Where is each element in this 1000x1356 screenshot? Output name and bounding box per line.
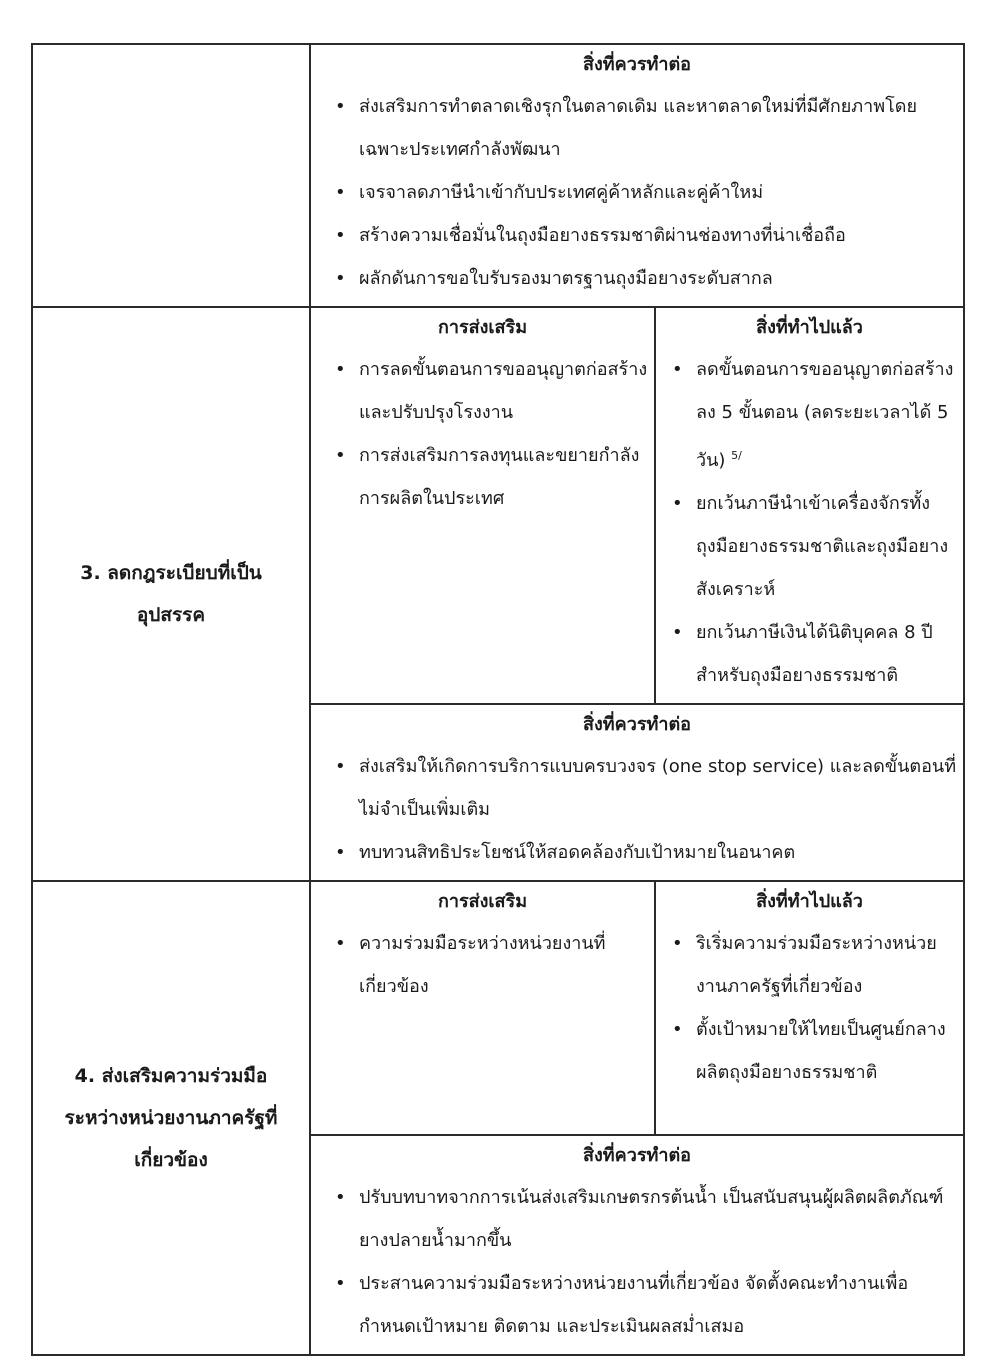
promotion-list	[311, 348, 654, 526]
list-item: • สร้างความเชื่อมั่นในถุงมือยางธรรมชาติผ่านช่องทางที่น่าเชื่อถือ	[335, 214, 957, 257]
next-steps-heading: สิ่งที่ควรทำต่อ	[583, 54, 691, 75]
promotion-cell	[311, 882, 655, 1135]
done-heading: สิ่งที่ทำไปแล้ว	[756, 317, 863, 338]
list-item: • การลดขั้นตอนการขออนุญาตก่อสร้างและปรับปรุงโรงงาน	[335, 348, 648, 434]
list-item: • ทบทวนสิทธิประโยชน์ให้สอดคล้องกับเป้าหมายในอนาคต	[335, 831, 957, 874]
inner-row	[311, 1135, 963, 1354]
inner-row	[311, 308, 963, 704]
list-item: • ยกเว้นภาษีเงินได้นิติบุคคล 8 ปี สำหรับถุงมือยางธรรมชาติ	[672, 611, 957, 697]
table-row	[32, 307, 964, 881]
list-item: • ความร่วมมือระหว่างหน่วยงานที่เกี่ยวข้อง	[335, 922, 648, 1008]
empty-label-cell	[32, 44, 310, 307]
list-item: • ยกเว้นภาษีนำเข้าเครื่องจักรทั้งถุงมือยางธรรมชาติและถุงมือยางสังเคราะห์	[672, 482, 957, 611]
promotion-heading: การส่งเสริม	[437, 317, 528, 338]
done-item-text: ลดขั้นตอนการขออนุญาตก่อสร้างลง 5 ขั้นตอน (ลดระยะเวลาได้ 5 วัน)	[696, 359, 954, 471]
inner-table	[311, 882, 963, 1354]
next-steps-list	[311, 1176, 963, 1354]
list-item: • ผลักดันการขอใบรับรองมาตรฐานถุงมือยางระดับสากล	[335, 257, 957, 300]
topic-label-line: 4. ส่งเสริมความร่วมมือ	[74, 1065, 268, 1087]
topic-label-line: ระหว่างหน่วยงานภาครัฐที่	[64, 1107, 278, 1129]
done-list	[656, 922, 963, 1100]
topic-label-line: 3. ลดกฎระเบียบที่เป็น	[80, 562, 262, 584]
list-item: • ริเริ่มความร่วมมือระหว่างหน่วยงานภาครัฐที่เกี่ยวข้อง	[672, 922, 957, 1008]
promotion-heading: การส่งเสริม	[437, 891, 528, 912]
next-steps-list	[311, 85, 963, 306]
done-cell	[655, 882, 963, 1135]
next-steps-cell	[311, 1135, 963, 1354]
done-cell	[655, 308, 963, 704]
inner-row	[311, 704, 963, 880]
next-steps-cell	[311, 704, 963, 880]
topic-label-cell	[32, 881, 310, 1355]
topic-detail-cell	[310, 881, 964, 1355]
table-row	[32, 44, 964, 307]
list-item: • เจรจาลดภาษีนำเข้ากับประเทศคู่ค้าหลักและคู่ค้าใหม่	[335, 171, 957, 214]
promotion-cell	[311, 308, 655, 704]
list-item: • ประสานความร่วมมือระหว่างหน่วยงานที่เกี่ยวข้อง จัดตั้งคณะทำงานเพื่อกำหนดเป้าหมาย ติดตาม และประเมินผลสม่ำเสมอ	[335, 1262, 957, 1348]
done-list	[656, 348, 963, 703]
list-item: • ปรับบทบาทจากการเน้นส่งเสริมเกษตรกรต้นน้ำ เป็นสนับสนุนผู้ผลิตผลิตภัณฑ์ยางปลายน้ำมากขึ้น	[335, 1176, 957, 1262]
promotion-list	[311, 922, 654, 1014]
list-item: • ตั้งเป้าหมายให้ไทยเป็นศูนย์กลางผลิตถุงมือยางธรรมชาติ	[672, 1008, 957, 1094]
topic-detail-cell	[310, 307, 964, 881]
list-item: • ส่งเสริมการทำตลาดเชิงรุกในตลาดเดิม และหาตลาดใหม่ที่มีศักยภาพโดยเฉพาะประเทศกำลังพัฒนา	[335, 85, 957, 171]
next-steps-list	[311, 745, 963, 880]
topic-label-cell	[32, 307, 310, 881]
done-heading: สิ่งที่ทำไปแล้ว	[756, 891, 863, 912]
footnote-ref: 5/	[731, 449, 742, 462]
next-steps-heading: สิ่งที่ควรทำต่อ	[583, 714, 691, 735]
topic-label-line: อุปสรรค	[136, 604, 206, 626]
next-steps-heading: สิ่งที่ควรทำต่อ	[583, 1145, 691, 1166]
topic-label-line: เกี่ยวข้อง	[134, 1149, 208, 1171]
next-steps-cell	[310, 44, 964, 307]
list-item	[672, 348, 957, 482]
table-row	[32, 881, 964, 1355]
list-item: • การส่งเสริมการลงทุนและขยายกำลังการผลิตในประเทศ	[335, 434, 648, 520]
inner-row	[311, 882, 963, 1135]
strategy-table	[31, 43, 965, 1356]
inner-table	[311, 308, 963, 880]
list-item: • ส่งเสริมให้เกิดการบริการแบบครบวงจร (one stop service) และลดขั้นตอนที่ไม่จำเป็นเพิ่มเติม	[335, 745, 957, 831]
